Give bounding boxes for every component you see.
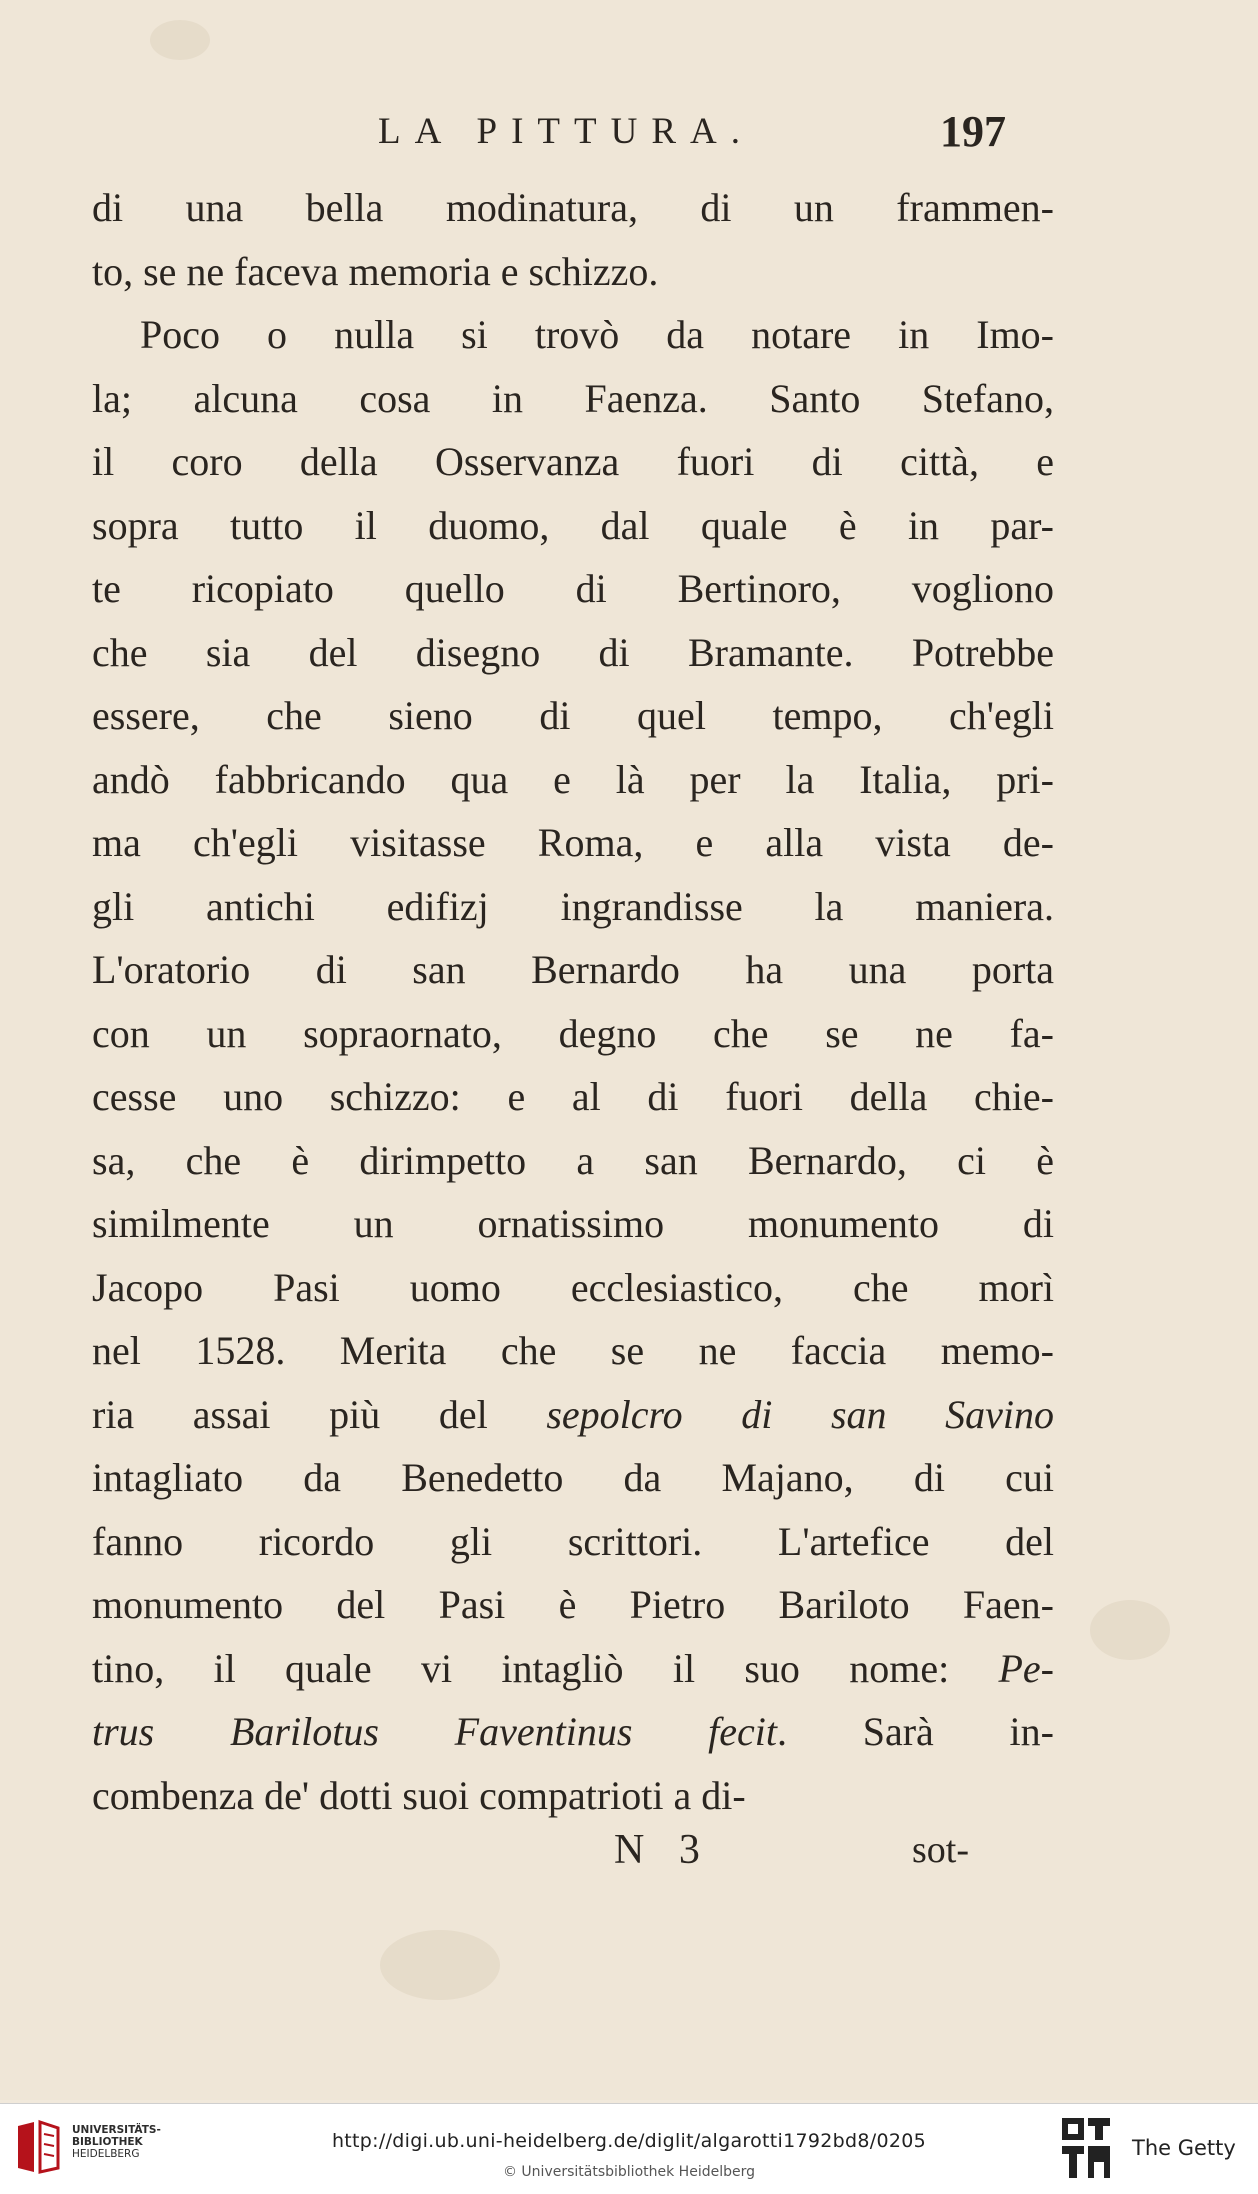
text-line: sa, che è dirimpetto a san Bernardo, ci è xyxy=(92,1137,1054,1183)
text-line: che sia del disegno di Bramante. Potrebbe xyxy=(92,629,1054,675)
partner-name[interactable]: The Getty xyxy=(1132,2136,1236,2160)
page-footer xyxy=(0,1826,1258,1886)
getty-logo-icon[interactable] xyxy=(1060,2116,1112,2180)
text-line: Poco o nulla si trovò da notare in Imo- xyxy=(140,312,1054,357)
text-line: andò fabbricando qua e là per la Italia, pri- xyxy=(92,756,1054,802)
permalink-url[interactable]: http://digi.ub.uni-heidelberg.de/diglit/algarotti1792bd8/0205 xyxy=(331,2130,927,2152)
text-segment: . Sarà in- xyxy=(776,1709,1054,1754)
text-line: combenza de' dotti suoi compatrioti a di- xyxy=(92,1772,746,1818)
italic-text: trus Barilotus Faventinus fecit xyxy=(92,1709,777,1754)
page-header xyxy=(0,107,1258,170)
text-line: gli antichi edifizj ingrandisse la maniera. xyxy=(92,883,1054,929)
text-line: similmente un ornatissimo monumento di xyxy=(92,1201,1054,1246)
catchword: sot- xyxy=(912,1829,969,1871)
text-line: nel 1528. Merita che se ne faccia memo- xyxy=(92,1328,1054,1373)
page-number: 197 xyxy=(940,107,1006,156)
library-name-line: BIBLIOTHEK xyxy=(72,2136,143,2148)
text-line: ma ch'egli visitasse Roma, e alla vista de- xyxy=(92,820,1054,865)
library-name-line: UNIVERSITÄTS- xyxy=(72,2124,161,2136)
text-segment: tino, il quale vi intagliò il suo nome: xyxy=(92,1645,999,1691)
viewer-footer-bar xyxy=(0,2103,1258,2194)
text-line xyxy=(92,1383,1054,1447)
text-line: fanno ricordo gli scrittori. L'artefice del xyxy=(92,1518,1054,1564)
italic-text: Pe- xyxy=(998,1645,1054,1691)
text-line: te ricopiato quello di Bertinoro, vogliono xyxy=(92,566,1054,611)
running-title: LA PITTURA. xyxy=(378,111,754,152)
signature-mark: N 3 xyxy=(614,1827,712,1873)
text-line: di una bella modinatura, di un frammen- xyxy=(92,185,1054,230)
text-line: essere, che sieno di quel tempo, ch'egli xyxy=(92,693,1054,738)
text-line: monumento del Pasi è Pietro Bariloto Faen- xyxy=(92,1582,1054,1627)
text-line: to, se ne faceva memoria e schizzo. xyxy=(92,248,659,294)
body-text xyxy=(92,176,1054,1827)
text-line: cesse uno schizzo: e al di fuori della chie- xyxy=(92,1074,1054,1119)
text-line: sopra tutto il duomo, dal quale è in par- xyxy=(92,502,1054,548)
text-line: con un sopraornato, degno che se ne fa- xyxy=(92,1010,1054,1056)
text-line: Jacopo Pasi uomo ecclesiastico, che morì xyxy=(92,1264,1054,1310)
text-line: intagliato da Benedetto da Majano, di cui xyxy=(92,1455,1054,1500)
text-line: la; alcuna cosa in Faenza. Santo Stefano, xyxy=(92,375,1054,421)
text-line xyxy=(92,1637,1054,1701)
copyright-text: © Universitätsbibliothek Heidelberg xyxy=(502,2164,755,2180)
text-line: il coro della Osservanza fuori di città, e xyxy=(92,439,1054,484)
paper-stain xyxy=(150,20,210,60)
italic-text: sepolcro di san Savino xyxy=(546,1391,1054,1437)
paper-stain xyxy=(1090,1600,1170,1660)
text-segment: ria assai più del xyxy=(92,1391,547,1437)
text-line xyxy=(92,1700,1054,1764)
library-name-line: HEIDELBERG xyxy=(72,2148,140,2160)
paper-stain xyxy=(380,1930,500,2000)
text-line: L'oratorio di san Bernardo ha una porta xyxy=(92,947,1054,992)
